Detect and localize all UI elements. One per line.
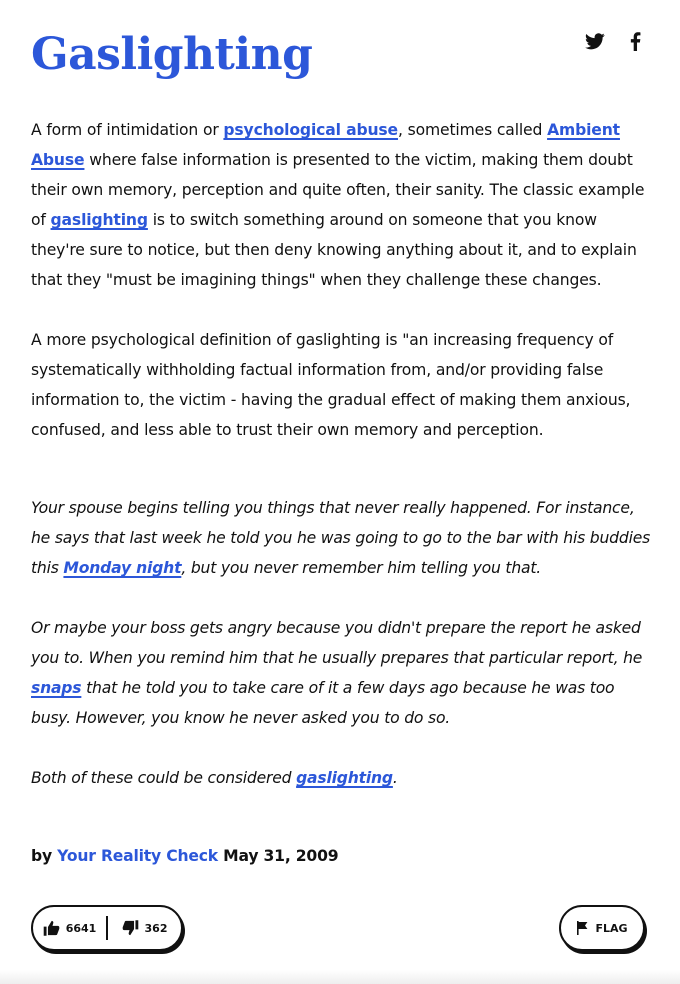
bottom-shade	[0, 970, 680, 984]
share-buttons	[584, 30, 646, 52]
contributor-line	[31, 841, 338, 871]
facebook-f-icon	[630, 32, 641, 51]
contributor-date: May 31, 2009	[217, 847, 339, 865]
thumbs-down-icon	[122, 920, 139, 936]
downvote-button[interactable]	[108, 907, 181, 949]
text-run: Your spouse begins telling you things that never really happened. For instance, he says that last week he told you he was going to go to the bar with his buddies this	[31, 499, 651, 577]
text-run: A form of intimidation or	[31, 121, 224, 139]
vote-buttons	[31, 905, 183, 951]
upvote-button[interactable]	[33, 907, 106, 949]
word-title[interactable]: Gaslighting	[31, 29, 313, 80]
text-run: that he told you to take care of it a few days ago because he was too busy. However, you know he never asked you to do so.	[31, 679, 615, 727]
facebook-share-button[interactable]	[624, 30, 646, 52]
text-run: .	[392, 769, 398, 787]
inline-term-link[interactable]: Monday night	[63, 559, 182, 577]
twitter-share-button[interactable]	[584, 30, 606, 52]
text-run: Or maybe your boss gets angry because you didn't prepare the report he asked you to. When you remind him that he usually prepares that particular report, he	[31, 619, 643, 667]
flag-button[interactable]	[559, 905, 645, 951]
meaning-paragraph-1	[31, 115, 651, 295]
inline-term-link[interactable]: psychological abuse	[223, 121, 398, 139]
definition-meaning	[31, 115, 651, 445]
flag-icon	[576, 921, 588, 935]
inline-term-link[interactable]: snaps	[31, 679, 82, 697]
text-run: Both of these could be considered	[31, 769, 297, 787]
text-run: where false information is presented to the victim, making them doubt their own memory, perception and quite often, their sanity. The classic example of	[31, 151, 645, 229]
text-run: A more psychological definition of gaslighting is "an increasing frequency of systematically withholding factual information from, and/or providing false information to, the victim - having the gradual effect of making them anxious, confused, and less able to trust their own memory and perception.	[31, 331, 631, 439]
flag-label: FLAG	[595, 921, 628, 935]
inline-term-link[interactable]: gaslighting	[50, 211, 148, 229]
twitter-bird-icon	[585, 33, 605, 50]
example-paragraph-2	[31, 613, 653, 733]
inline-term-link[interactable]: gaslighting	[296, 769, 393, 787]
upvote-count: 6641	[65, 921, 97, 935]
thumbs-up-icon	[43, 920, 60, 936]
definition-example	[31, 493, 653, 793]
example-paragraph-3	[31, 763, 653, 793]
author-link[interactable]: Your Reality Check	[57, 847, 218, 865]
text-run: is to switch something around on someone that you know they're sure to notice, but then deny knowing anything about it, and to explain that they "must be imagining things" when they challenge these changes.	[31, 211, 637, 289]
text-run: , but you never remember him telling you that.	[181, 559, 542, 577]
contributor-prefix: by	[31, 847, 58, 865]
inline-term-link[interactable]: Ambient Abuse	[31, 121, 620, 169]
meaning-paragraph-2	[31, 325, 651, 445]
downvote-count: 362	[144, 921, 168, 935]
text-run: , sometimes called	[397, 121, 548, 139]
example-paragraph-1	[31, 493, 653, 583]
